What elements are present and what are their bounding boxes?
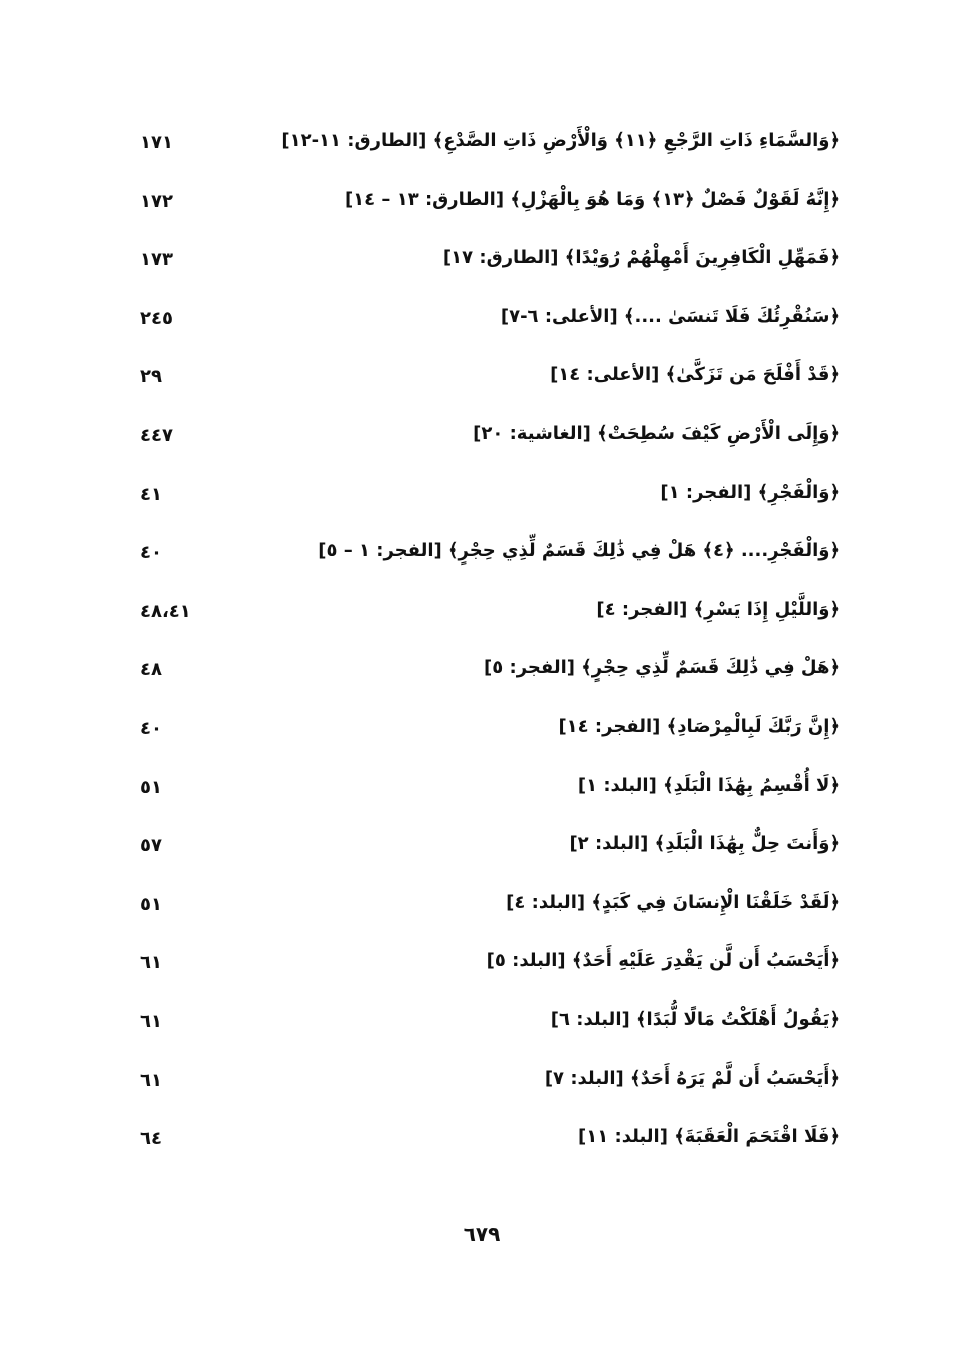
page-reference: ٤١ [140, 483, 162, 505]
verse-text: ﴿وَأَنتَ حِلٌّ بِهَٰذَا الْبَلَدِ﴾ [البلد: ٢] [569, 833, 840, 855]
page-reference: ٤٨ [140, 659, 162, 681]
verse-text: ﴿وَالسَّمَاءِ ذَاتِ الرَّجْعِ ﴿١١﴾ وَالْأَرْضِ ذَاتِ الصَّدْعِ﴾ [الطارق: ١١-١٢] [281, 130, 840, 151]
page-reference: ٦١ [140, 952, 162, 974]
verse-text: ﴿إِنَّهُ لَقَوْلٌ فَصْلٌ ﴿١٣﴾ وَمَا هُوَ بِالْهَزْلِ﴾ [الطارق: ١٣ – ١٤] [344, 188, 840, 210]
page-number: ٦٧٩ [463, 1222, 501, 1246]
index-row [140, 886, 840, 945]
page-reference: ٥١ [140, 893, 162, 915]
verse-text: ﴿فَمَهِّلِ الْكَافِرِينَ أَمْهِلْهُمْ رُوَيْدًا﴾ [الطارق: ١٧] [442, 247, 840, 269]
verse-index-table [140, 124, 840, 1179]
index-row [140, 1003, 840, 1062]
page-reference: ٤٠ [140, 542, 162, 564]
page-reference: ١٧١ [140, 132, 173, 153]
page-reference: ١٧٣ [140, 249, 173, 271]
index-row [140, 534, 840, 593]
verse-text: ﴿يَقُولُ أَهْلَكْتُ مَالًا لُّبَدًا﴾ [البلد: ٦] [550, 1008, 840, 1030]
verse-text: ﴿لَقَدْ خَلَقْنَا الْإِنسَانَ فِي كَبَدٍ﴾ [البلد: ٤] [506, 891, 840, 913]
index-row [140, 358, 840, 417]
verse-text: ﴿أَيَحْسَبُ أَن لَّمْ يَرَهُ أَحَدٌ﴾ [البلد: ٧] [544, 1067, 840, 1089]
index-row [140, 651, 840, 710]
index-row [140, 769, 840, 828]
verse-text: ﴿وَإِلَى الْأَرْضِ كَيْفَ سُطِحَتْ﴾ [الغاشية: ٢٠] [473, 422, 840, 444]
page-reference: ٦٤ [140, 1128, 162, 1150]
page-reference: ٦١ [140, 1010, 162, 1032]
index-row [140, 124, 840, 183]
page-reference: ٤٠ [140, 717, 162, 739]
page-reference: ٤٨،٤١ [140, 600, 191, 622]
verse-text: ﴿هَلْ فِي ذَٰلِكَ قَسَمٌ لِّذِي حِجْرٍ﴾ [الفجر: ٥] [484, 657, 840, 679]
page-reference: ٥٧ [140, 835, 162, 857]
verse-text: ﴿أَيَحْسَبُ أَن لَّن يَقْدِرَ عَلَيْهِ أَحَدٌ﴾ [البلد: ٥] [486, 950, 840, 972]
index-row [140, 300, 840, 359]
index-row [140, 710, 840, 769]
verse-text: ﴿قَدْ أَفْلَحَ مَن تَزَكَّىٰ﴾ [الأعلى: ١٤] [550, 364, 840, 386]
verse-text: ﴿وَالْفَجْرِ.... ﴿٤﴾ هَلْ فِي ذَٰلِكَ قَسَمٌ لِّذِي حِجْرٍ﴾ [الفجر: ١ – ٥] [318, 540, 840, 562]
index-row [140, 417, 840, 476]
index-row [140, 593, 840, 652]
verse-text: ﴿فَلَا اقْتَحَمَ الْعَقَبَةَ﴾ [البلد: ١١] [578, 1126, 840, 1148]
verse-text: ﴿وَالْفَجْرِ﴾ [الفجر: ١] [660, 481, 840, 503]
page-reference: ٥١ [140, 776, 162, 798]
verse-text: ﴿لَا أُقْسِمُ بِهَٰذَا الْبَلَدِ﴾ [البلد: ١] [577, 774, 840, 796]
index-row [140, 827, 840, 886]
page-reference: ٢٩ [140, 366, 162, 388]
index-row [140, 183, 840, 242]
page-reference: ٤٤٧ [140, 424, 173, 446]
index-row [140, 944, 840, 1003]
index-row [140, 476, 840, 535]
page-reference: ٦١ [140, 1069, 162, 1091]
page-reference: ٢٤٥ [140, 307, 173, 329]
verse-text: ﴿سَنُقْرِئُكَ فَلَا تَنسَىٰ ....﴾ [الأعلى: ٦-٧] [500, 305, 840, 327]
verse-text: ﴿وَاللَّيْلِ إِذَا يَسْرِ﴾ [الفجر: ٤] [596, 598, 840, 620]
page-reference: ١٧٢ [140, 190, 173, 212]
index-row [140, 1062, 840, 1121]
verse-text: ﴿إِنَّ رَبَّكَ لَبِالْمِرْصَادِ﴾ [الفجر: ١٤] [558, 715, 840, 737]
index-row [140, 1120, 840, 1179]
index-row [140, 241, 840, 300]
